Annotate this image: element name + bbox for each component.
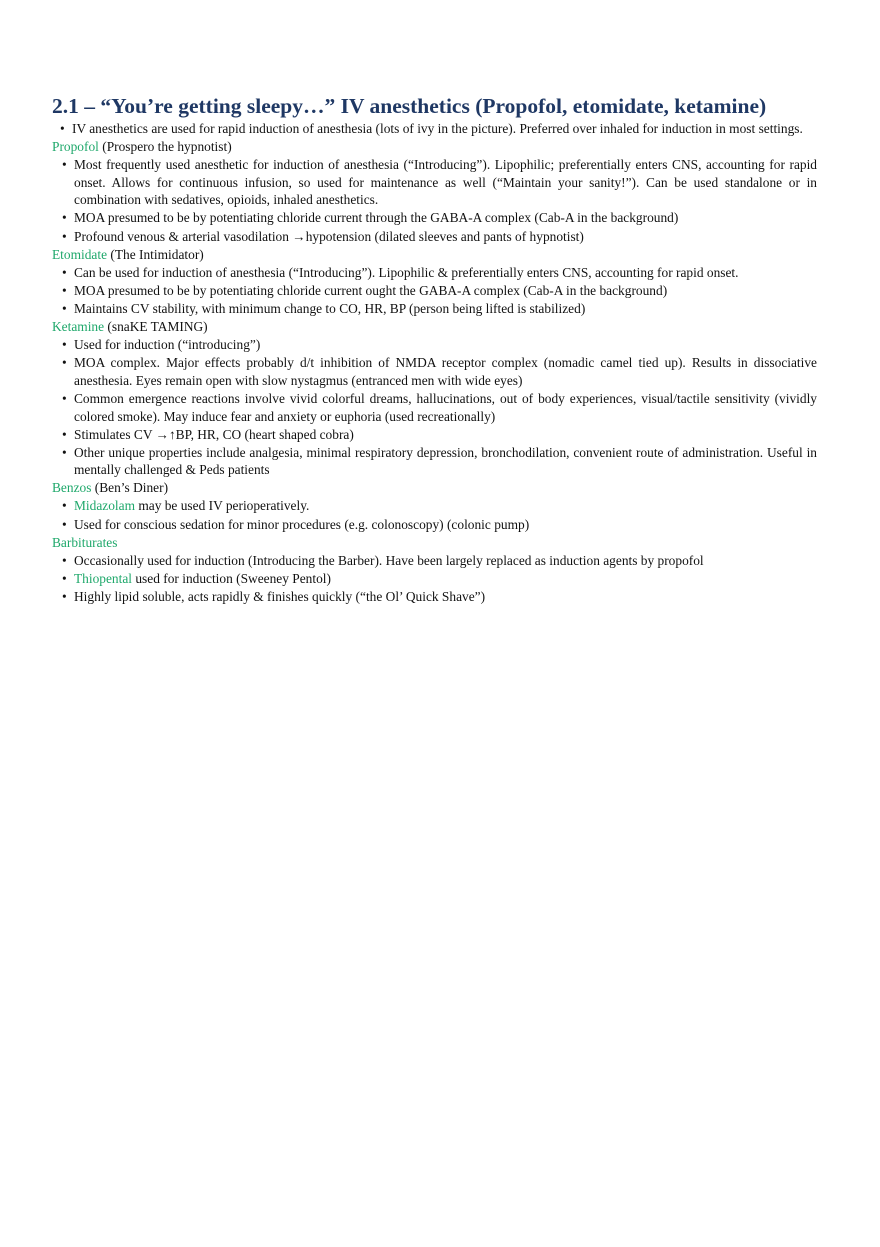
list-item: • MOA complex. Major effects probably d/t inhibition of NMDA receptor complex (nomadic camel tied up). Results in dissociative anesthesia. Eyes remain open with slow nystagmus (entranced men with wide eyes)	[62, 354, 817, 389]
section-subtitle: (snaKE TAMING)	[107, 319, 208, 335]
notes-body	[52, 120, 817, 606]
list-item: • Used for induction (“introducing”)	[62, 336, 817, 354]
list-item: • Most frequently used anesthetic for induction of anesthesia (“Introducing”). Lipophilic; preferentially enters CNS, accounting for rapid onset. Allows for continuous infusion, so used for maintenance as well (“Maintain your sanity!”). Can be used standalone or in combination with sedatives, opioids, inhaled anesthetics.	[62, 156, 817, 209]
drug-name: Midazolam	[74, 498, 135, 514]
list-item: • Common emergence reactions involve vivid colorful dreams, hallucinations, out of body experiences, visual/tactile sensitivity (vividly colored smoke). May induce fear and anxiety or euphoria (used recreationally)	[62, 390, 817, 425]
drug-name: Thiopental	[74, 570, 133, 586]
section-heading-benzos	[52, 479, 817, 497]
list-item: • MOA presumed to be by potentiating chloride current through the GABA-A complex (Cab-A in the background)	[62, 209, 817, 227]
list-item: • Other unique properties include analgesia, minimal respiratory depression, bronchodilation, convenient route of administration. Useful in mentally challenged & Peds patients	[62, 444, 817, 479]
section-subtitle: (Prospero the hypnotist)	[102, 139, 232, 155]
list-item	[62, 570, 817, 588]
section-heading-etomidate	[52, 246, 817, 264]
page-title: 2.1 – “You’re getting sleepy…” IV anesthetics (Propofol, etomidate, ketamine)	[52, 94, 767, 118]
section-heading-ketamine	[52, 318, 817, 336]
list-item: • Maintains CV stability, with minimum change to CO, HR, BP (person being lifted is stabilized)	[62, 300, 817, 318]
list-item: • Used for conscious sedation for minor procedures (e.g. colonoscopy) (colonic pump)	[62, 516, 817, 534]
section-name: Benzos	[52, 480, 92, 496]
list-item: • Occasionally used for induction (Introducing the Barber). Have been largely replaced as induction agents by propofol	[62, 552, 817, 570]
section-heading-propofol	[52, 138, 817, 156]
list-item: • Can be used for induction of anesthesia (“Introducing”). Lipophilic & preferentially enters CNS, accounting for rapid onset.	[62, 264, 817, 282]
section-name: Propofol	[52, 139, 99, 155]
list-item-text: may be used IV perioperatively.	[134, 498, 310, 514]
list-item: • MOA presumed to be by potentiating chloride current ought the GABA-A complex (Cab-A in the background)	[62, 282, 817, 300]
list-item: • Stimulates CV →↑BP, HR, CO (heart shaped cobra)	[62, 426, 817, 444]
list-item	[62, 497, 817, 515]
intro-bullet: • IV anesthetics are used for rapid induction of anesthesia (lots of ivy in the picture). Preferred over inhaled for induction in most settings.	[60, 120, 817, 138]
section-subtitle: (The Intimidator)	[110, 246, 204, 262]
list-item: • Profound venous & arterial vasodilation →hypotension (dilated sleeves and pants of hypnotist)	[62, 228, 817, 246]
list-item-text: used for induction (Sweeney Pentol)	[132, 570, 331, 586]
section-name: Barbiturates	[52, 534, 118, 550]
section-name: Etomidate	[52, 246, 108, 262]
section-heading-barbiturates	[52, 534, 817, 552]
list-item: • Highly lipid soluble, acts rapidly & finishes quickly (“the Ol’ Quick Shave”)	[62, 588, 817, 606]
section-name: Ketamine	[52, 319, 105, 335]
section-subtitle: (Ben’s Diner)	[94, 480, 169, 496]
